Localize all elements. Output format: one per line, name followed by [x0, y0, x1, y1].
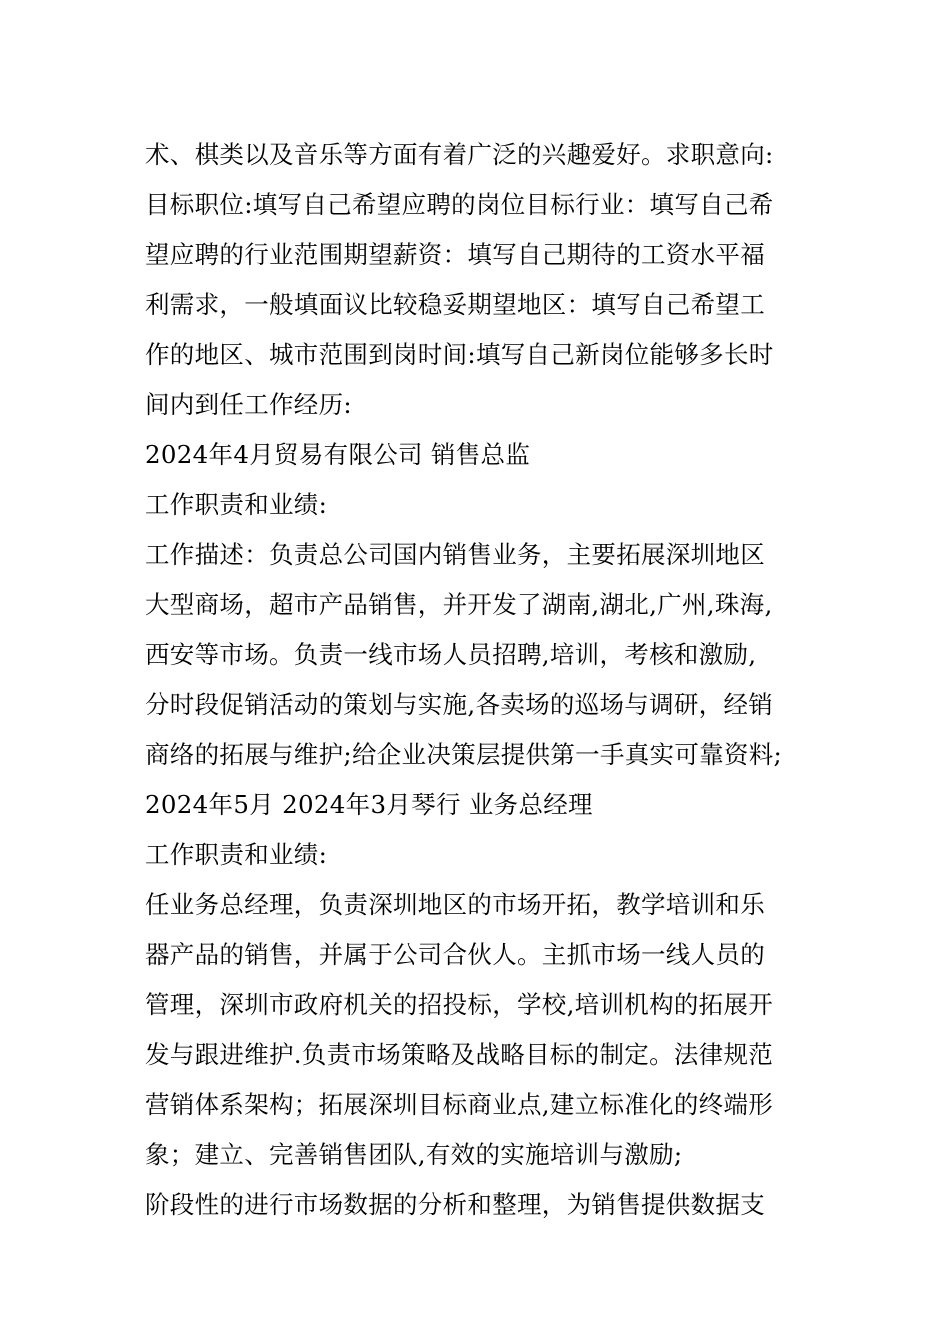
text-line-job-2-desc-4: 发与跟进维护.负责市场策略及战略目标的制定。法律规范: [145, 1040, 774, 1069]
text-line-job-2-desc-1: 任业务总经理，负责深圳地区的市场开拓，教学培训和乐: [145, 890, 765, 919]
text-line-job-1-desc-1: 工作描述：负责总公司国内销售业务，主要拓展深圳地区: [145, 540, 765, 569]
text-line-job-2-title: 2024年5月 2024年3月琴行 业务总经理: [145, 790, 593, 819]
text-line-job-2-desc-2: 器产品的销售，并属于公司合伙人。主抓市场一线人员的: [145, 940, 765, 969]
text-line-job-2-desc-6: 象；建立、完善销售团队,有效的实施培训与激励;: [145, 1140, 683, 1169]
text-line-job-2-duties-heading: 工作职责和业绩:: [145, 840, 328, 869]
text-line-benefits-location: 利需求，一般填面议比较稳妥期望地区：填写自己希望工: [145, 290, 765, 319]
text-line-city-start-time: 作的地区、城市范围到岗时间:填写自己新岗位能够多长时: [145, 340, 774, 369]
text-line-job-1-title: 2024年4月贸易有限公司 销售总监: [145, 440, 531, 469]
document-body: [145, 130, 835, 1230]
text-line-target-position: 目标职位:填写自己希望应聘的岗位目标行业：填写自己希: [145, 190, 774, 219]
text-line-job-1-desc-2: 大型商场，超市产品销售，并开发了湖南,湖北,广州,珠海,: [145, 590, 773, 619]
text-line-job-1-duties-heading: 工作职责和业绩:: [145, 490, 328, 519]
text-line-job-1-desc-4: 分时段促销活动的策划与实施,各卖场的巡场与调研，经销: [145, 690, 774, 719]
text-line-industry-salary: 望应聘的行业范围期望薪资：填写自己期待的工资水平福: [145, 240, 765, 269]
text-line-job-1-desc-3: 西安等市场。负责一线市场人员招聘,培训，考核和激励,: [145, 640, 757, 669]
text-line-work-experience-heading: 间内到任工作经历:: [145, 390, 352, 419]
text-line-job-2-desc-7: 阶段性的进行市场数据的分析和整理，为销售提供数据支: [145, 1190, 765, 1219]
text-line-job-2-desc-5: 营销体系架构；拓展深圳目标商业点,建立标准化的终端形: [145, 1090, 774, 1119]
text-line-job-1-desc-5: 商络的拓展与维护;给企业决策层提供第一手真实可靠资料;: [145, 740, 783, 769]
text-line-job-2-desc-3: 管理，深圳市政府机关的招投标，学校,培训机构的拓展开: [145, 990, 774, 1019]
text-line-interests: 术、棋类以及音乐等方面有着广泛的兴趣爱好。求职意向:: [145, 140, 774, 169]
